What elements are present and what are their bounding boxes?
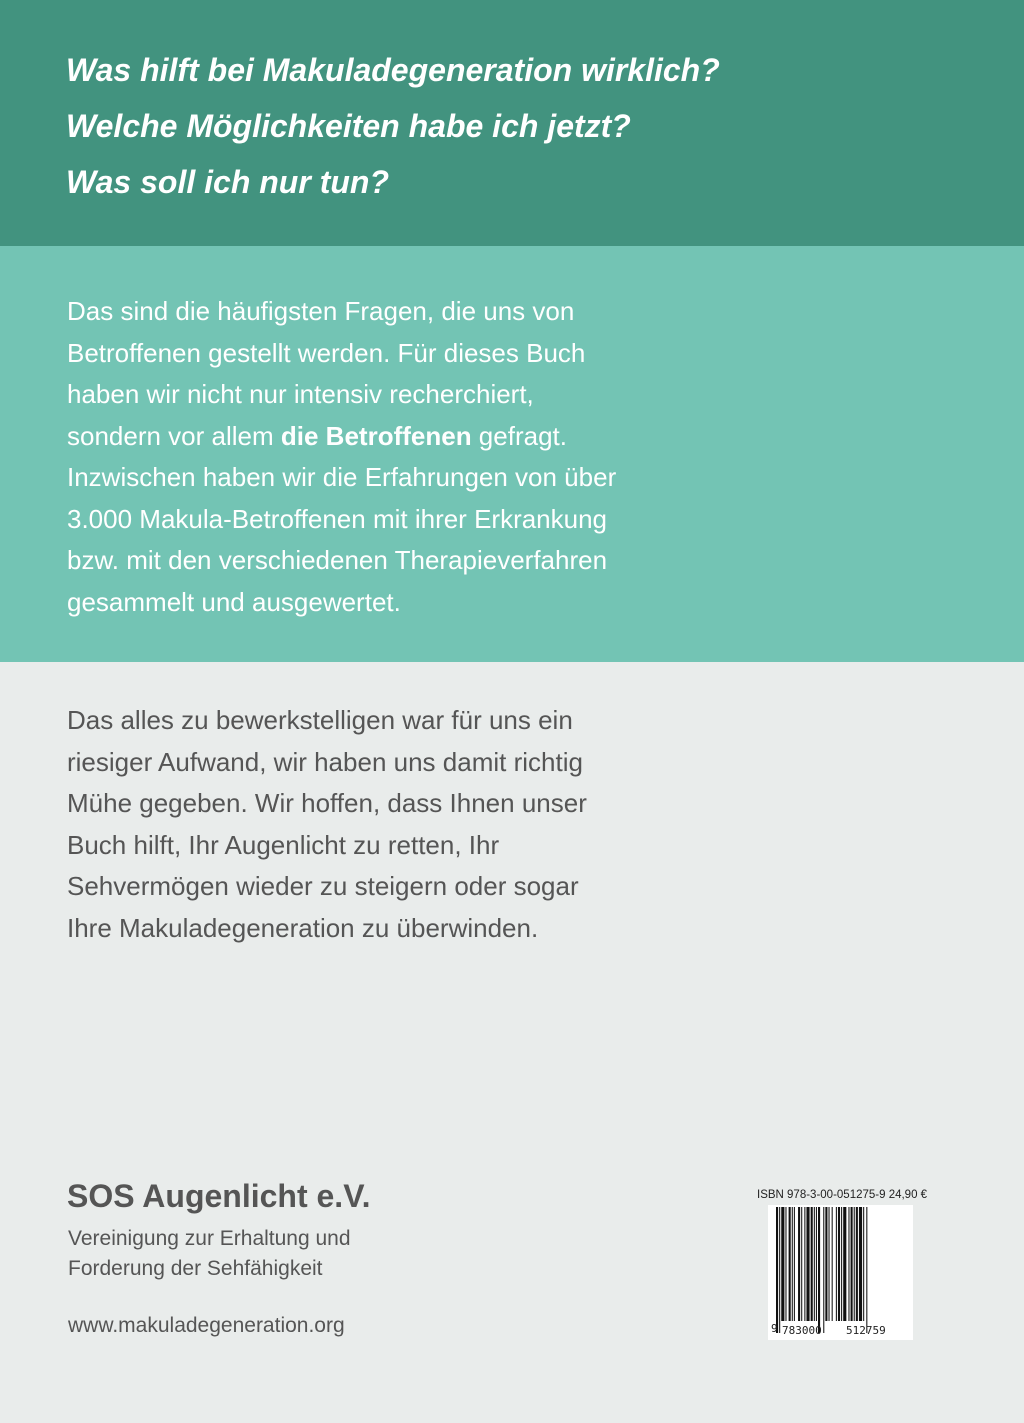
barcode-bar <box>804 1207 805 1321</box>
org-tagline-line: Vereinigung zur Erhaltung und <box>68 1227 351 1250</box>
body-line: Das alles zu bewerkstelligen war für uns ein <box>67 705 573 735</box>
barcode-digit-first: 9 <box>771 1322 778 1335</box>
org-name: SOS Augenlicht e.V. <box>67 1178 371 1214</box>
barcode-bar <box>801 1207 802 1321</box>
barcode-bar <box>818 1207 820 1333</box>
intro-line: gesammelt und ausgewertet. <box>67 586 401 617</box>
intro-line: bzw. mit den verschiedenen Therapieverfahren <box>67 545 608 575</box>
barcode-bar <box>825 1207 827 1321</box>
body-line: Buch hilft, Ihr Augenlicht zu retten, Ihr <box>67 829 500 860</box>
org-website[interactable]: www.makuladegeneration.org <box>68 1314 345 1337</box>
barcode-digits-left: 783000 <box>782 1324 822 1337</box>
intro-line-emphasis <box>67 416 667 458</box>
barcode-bar <box>816 1207 817 1321</box>
question-2: Welche Möglichkeiten habe ich jetzt? <box>66 108 631 144</box>
body-line: Sehvermögen wieder zu steigern oder sogar <box>67 871 579 901</box>
intro-band <box>0 246 1024 662</box>
barcode-bar <box>836 1207 837 1321</box>
barcode-bar <box>798 1207 800 1321</box>
barcode-bar <box>838 1207 840 1321</box>
isbn-label: ISBN 978-3-00-051275-9 24,90 € <box>757 1189 928 1201</box>
barcode-bar <box>863 1207 864 1321</box>
barcode-bar <box>814 1207 815 1321</box>
barcode-bars <box>768 1205 913 1340</box>
intro-bold-phrase: die Betroffenen <box>280 420 472 451</box>
question-3: Was soll ich nur tun? <box>66 164 389 200</box>
intro-line-post: gefragt. <box>471 420 567 451</box>
barcode-bar <box>794 1207 795 1321</box>
barcode-bar <box>792 1207 793 1321</box>
barcode-bar <box>854 1207 855 1321</box>
barcode-bar <box>866 1207 867 1333</box>
barcode-bar <box>789 1207 791 1321</box>
barcode-bar <box>843 1207 846 1321</box>
intro-paragraph <box>67 291 667 623</box>
barcode-digits-right: 512759 <box>846 1324 886 1337</box>
barcode-bar <box>859 1207 862 1321</box>
barcode-bar <box>823 1207 824 1333</box>
body-line: Mühe gegeben. Wir hoffen, dass Ihnen unser <box>67 788 587 818</box>
barcode-bar <box>856 1207 858 1321</box>
barcode-bar <box>832 1207 833 1321</box>
barcode-bar <box>806 1207 809 1321</box>
barcode-bar <box>851 1207 853 1321</box>
barcode-bar <box>848 1207 849 1321</box>
org-tagline-line: Forderung der Sehfähigkeit <box>68 1257 323 1280</box>
question-1: Was hilft bei Makuladegeneration wirklich? <box>66 52 720 88</box>
barcode-bar <box>829 1207 830 1321</box>
barcode-bar <box>781 1207 784 1321</box>
barcode <box>768 1205 913 1340</box>
barcode-bar <box>841 1207 842 1321</box>
barcode-bar <box>776 1207 778 1333</box>
intro-line: 3.000 Makula-Betroffenen mit ihrer Erkrankung <box>67 503 608 534</box>
body-line: riesiger Aufwand, wir haben uns damit richtig <box>67 746 583 777</box>
intro-line: Betroffenen gestellt werden. Für dieses Buch <box>67 337 586 368</box>
body-line: Ihre Makuladegeneration zu überwinden. <box>67 912 539 943</box>
barcode-bar <box>785 1207 786 1321</box>
barcode-bar <box>779 1207 780 1333</box>
intro-line: Inzwischen haben wir die Erfahrungen von über <box>67 462 617 492</box>
body-paragraph <box>67 700 667 949</box>
barcode-bar <box>811 1207 813 1321</box>
org-tagline <box>68 1224 351 1284</box>
intro-line: haben wir nicht nur intensiv recherchiert, <box>67 379 534 409</box>
intro-line: Das sind die häufigsten Fragen, die uns von <box>67 296 575 326</box>
intro-line-pre: sondern vor allem <box>67 420 281 451</box>
header-band <box>0 0 1024 246</box>
